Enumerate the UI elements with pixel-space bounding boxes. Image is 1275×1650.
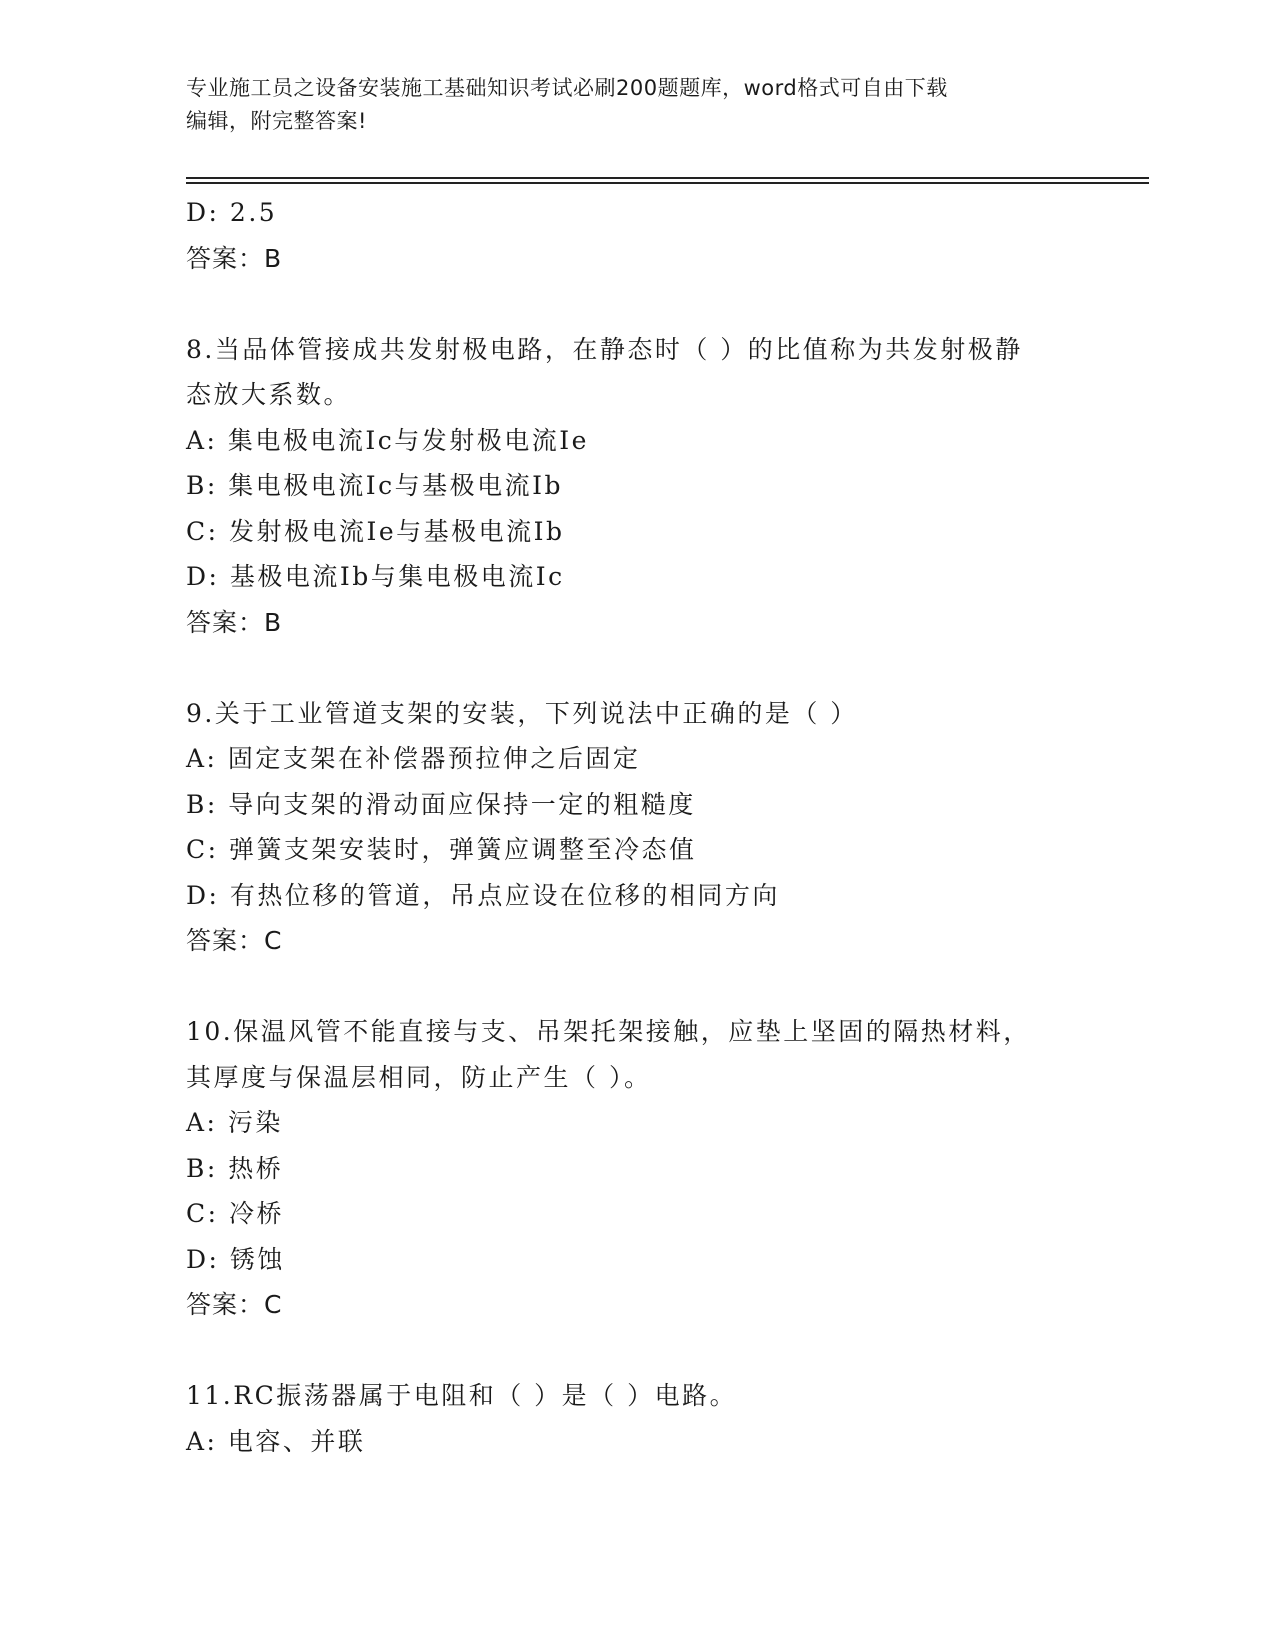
question-stem: 9.关于工业管道支架的安装，下列说法中正确的是（ ） (186, 698, 858, 728)
header-line-1: 专业施工员之设备安装施工基础知识考试必刷200题题库，word格式可自由下载 (186, 76, 948, 100)
answer-label: 答案：B (186, 607, 283, 637)
option-a: A: 电容、并联 (186, 1426, 366, 1456)
option-d: D: 有热位移的管道，吊点应设在位移的相同方向 (186, 880, 780, 910)
question-stem: 10.保温风管不能直接与支、吊架托架接触，应垫上坚固的隔热材料， (186, 1017, 1031, 1046)
option-c: C: 发射极电流Ie与基极电流Ib (186, 516, 565, 546)
option-d: D: 基极电流Ib与集电极电流Ic (186, 562, 565, 591)
option-d: D: 锈蚀 (186, 1244, 285, 1274)
spacer (186, 964, 1146, 1010)
answer-label: 答案：B (186, 243, 283, 273)
question-stem: 11.RC振荡器属于电阻和（ ）是（ ）电路。 (186, 1381, 738, 1410)
spacer (186, 1328, 1146, 1374)
question-stem: 8.当品体管接成共发射极电路，在静态时（ ）的比值称为共发射极静 (186, 334, 1023, 364)
option-a: A: 污染 (186, 1108, 283, 1137)
option-c: C: 弹簧支架安装时，弹簧应调整至冷态值 (186, 835, 697, 864)
option-b: B: 集电极电流Ic与基极电流Ib (186, 471, 563, 500)
question-10 (186, 1009, 1146, 1328)
answer-label: 答案：C (186, 1290, 283, 1319)
header-divider-top (186, 177, 1149, 179)
spacer (186, 281, 1146, 327)
option-a: A: 集电极电流Ic与发射极电流Ie (186, 425, 589, 455)
spacer (186, 645, 1146, 691)
header-line-2: 编辑，附完整答案! (186, 109, 367, 133)
option-d: D: 2.5 (186, 198, 278, 227)
question-8 (186, 327, 1146, 646)
answer-label: 答案：C (186, 926, 283, 955)
question-stem: 其厚度与保温层相同，防止产生（ ）。 (186, 1062, 652, 1092)
question-9 (186, 691, 1146, 964)
option-b: B: 导向支架的滑动面应保持一定的粗糙度 (186, 789, 696, 819)
question-stem: 态放大系数。 (186, 380, 352, 409)
document-header (186, 72, 1066, 138)
header-divider-bottom (186, 182, 1149, 184)
option-b: B: 热桥 (186, 1153, 284, 1183)
option-a: A: 固定支架在补偿器预拉伸之后固定 (186, 744, 641, 773)
question-11 (186, 1373, 1146, 1464)
document-body (186, 190, 1146, 1464)
option-c: C: 冷桥 (186, 1199, 284, 1228)
